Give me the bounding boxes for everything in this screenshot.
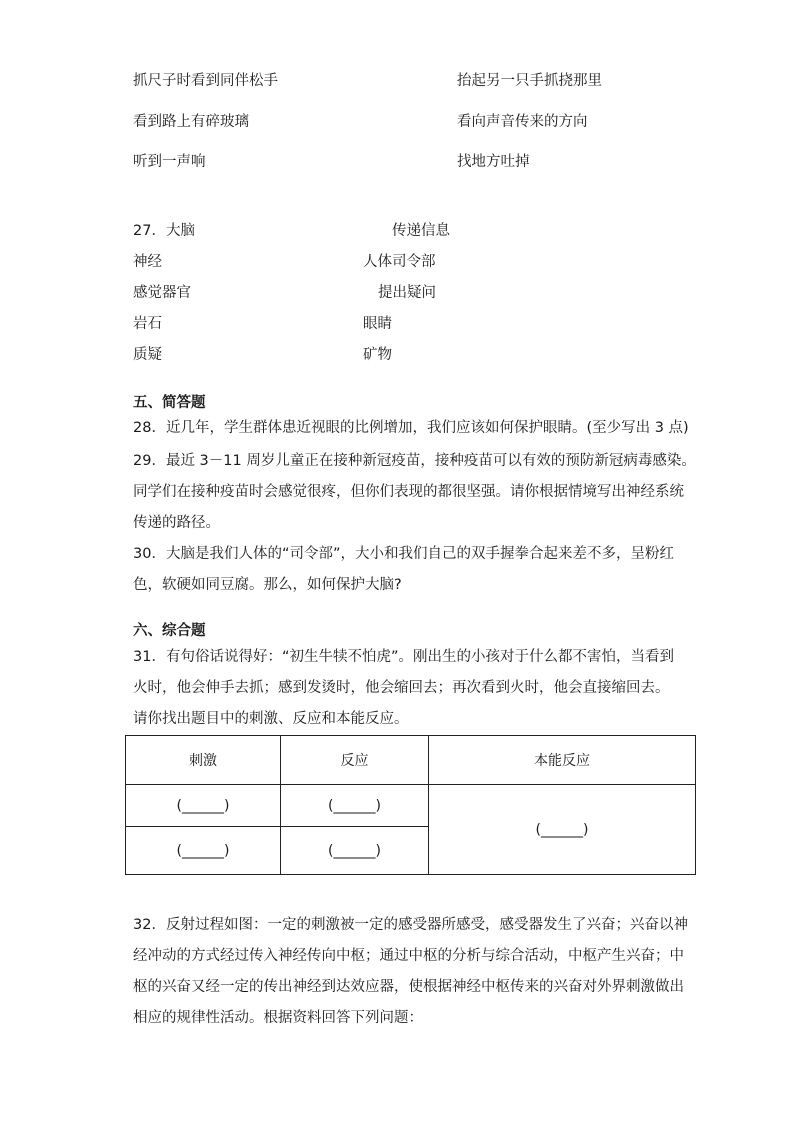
question-line: 32．反射过程如图：一定的刺激被一定的感受器所感受，感受器发生了兴奋；兴奋以神 [133, 917, 688, 933]
answer-blank[interactable]: (______) [429, 785, 696, 875]
match27-right-item: 矿物 [363, 347, 392, 363]
match26-left-item: 听到一声响 [133, 154, 206, 170]
question-line: 火时，他会伸手去抓；感到发烫时，他会缩回去；再次看到火时，他会直接缩回去。 [133, 680, 670, 696]
match27-right-item: 传递信息 [392, 223, 450, 239]
match27-left-item: 岩石 [133, 316, 162, 332]
match27-left-item: 神经 [133, 254, 162, 270]
match26-left-item: 抓尺子时看到同伴松手 [133, 73, 278, 89]
question-line: 同学们在接种疫苗时会感觉很疼，但你们表现的都很坚强。请你根据情境写出神经系统 [133, 484, 684, 500]
answer-table [125, 735, 696, 875]
question-line: 28．近几年，学生群体患近视眼的比例增加，我们应该如何保护眼睛。(至少写出 3 点) [133, 420, 689, 436]
match26-right-item: 抬起另一只手抓挠那里 [457, 73, 602, 89]
answer-blank[interactable]: (______) [281, 827, 429, 875]
question-line: 传递的路径。 [133, 515, 220, 531]
match26-right-item: 看向声音传来的方向 [457, 114, 588, 130]
question-line: 相应的规律性活动。根据资料回答下列问题： [133, 1010, 423, 1026]
table-header-instinct: 本能反应 [429, 736, 696, 785]
match27-left-item: 27．大脑 [133, 223, 195, 239]
answer-blank[interactable]: (______) [126, 785, 281, 827]
table-header-stimulus: 刺激 [126, 736, 281, 785]
match27-right-item: 人体司令部 [363, 254, 436, 270]
table-header-response: 反应 [281, 736, 429, 785]
match26-left-item: 看到路上有碎玻璃 [133, 114, 249, 130]
question-line: 请你找出题目中的刺激、反应和本能反应。 [133, 711, 409, 727]
answer-blank[interactable]: (______) [281, 785, 429, 827]
question-line: 29．最近 3－11 周岁儿童正在接种新冠疫苗，接种疫苗可以有效的预防新冠病毒感染。 [133, 453, 696, 469]
question-line: 色，软硬如同豆腐。那么，如何保护大脑? [133, 577, 402, 593]
question-line: 枢的兴奋又经一定的传出神经到达效应器，使根据神经中枢传来的兴奋对外界刺激做出 [133, 979, 684, 995]
section-heading: 五、简答题 [133, 395, 206, 411]
match27-left-item: 感觉器官 [133, 285, 191, 301]
question-line: 30．大脑是我们人体的“司令部”，大小和我们自己的双手握拳合起来差不多，呈粉红 [133, 546, 674, 562]
question-line: 经冲动的方式经过传入神经传向中枢；通过中枢的分析与综合活动，中枢产生兴奋；中 [133, 948, 684, 964]
question-line: 31．有句俗话说得好：“初生牛犊不怕虎”。刚出生的小孩对于什么都不害怕，当看到 [133, 649, 674, 665]
match27-right-item: 眼睛 [363, 316, 392, 332]
answer-blank[interactable]: (______) [126, 827, 281, 875]
match26-right-item: 找地方吐掉 [457, 154, 530, 170]
match27-left-item: 质疑 [133, 347, 162, 363]
section-heading: 六、综合题 [133, 623, 206, 639]
match27-right-item: 提出疑问 [378, 285, 436, 301]
